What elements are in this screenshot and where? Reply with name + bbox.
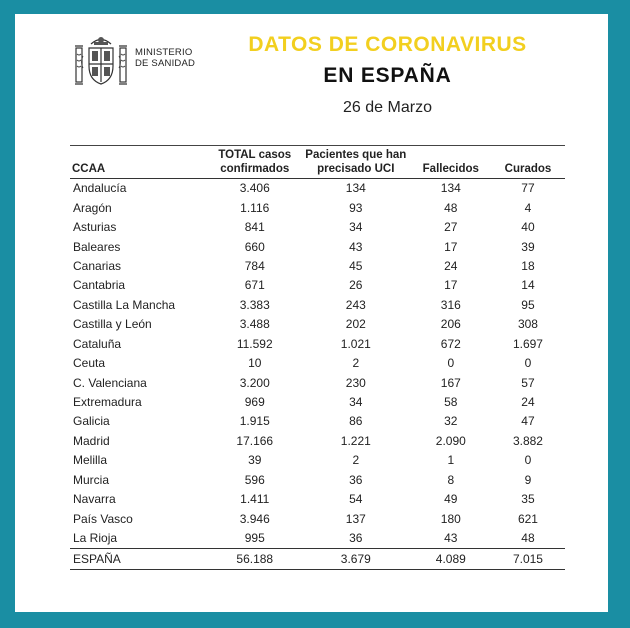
table-row	[70, 198, 565, 217]
cell-total: 3.383	[239, 297, 270, 312]
column-header-deaths: Fallecidos	[411, 146, 491, 179]
cell-region: Galicia	[73, 414, 110, 429]
cell-region: Extremadura	[73, 395, 142, 410]
cell-cured: 18	[521, 258, 535, 273]
cell-total: 841	[244, 220, 265, 235]
cell-total: 596	[244, 472, 265, 487]
cell-region: Asturias	[73, 220, 117, 235]
cell-region: Melilla	[73, 453, 108, 468]
cell-uci: 1.221	[340, 433, 371, 448]
cell-region: País Vasco	[73, 511, 133, 526]
cell-total: 784	[244, 258, 265, 273]
column-header-region: CCAA	[70, 146, 209, 179]
cell-cured: 0	[524, 356, 532, 371]
cell-deaths: 0	[447, 356, 455, 371]
cell-deaths: 49	[444, 492, 458, 507]
cell-deaths: 672	[440, 336, 461, 351]
cases-table	[70, 145, 565, 570]
cell-cured: 3.882	[512, 433, 543, 448]
cell-region: Madrid	[73, 433, 110, 448]
cell-uci: 2	[352, 453, 360, 468]
cell-uci: 1.021	[340, 336, 371, 351]
table-row	[70, 529, 565, 549]
cell-total: 3.200	[239, 375, 270, 390]
cell-deaths: 167	[440, 375, 461, 390]
cell-uci: 36	[349, 472, 363, 487]
cell-deaths: 43	[444, 531, 458, 546]
cell-cured: 9	[524, 472, 532, 487]
cell-region: ESPAÑA	[70, 549, 209, 569]
table-row	[70, 237, 565, 256]
table-row	[70, 373, 565, 392]
table-row	[70, 412, 565, 431]
cell-uci: 36	[349, 531, 363, 546]
table-row	[70, 354, 565, 373]
cell-region: Ceuta	[73, 356, 106, 371]
table-total-row	[70, 549, 565, 569]
cell-deaths: 1	[447, 453, 455, 468]
cell-uci: 43	[349, 239, 363, 254]
cell-uci: 26	[349, 278, 363, 293]
cell-total: 10	[248, 356, 262, 371]
ministry-line2: DE SANIDAD	[135, 58, 196, 69]
table-body	[70, 179, 565, 570]
cell-total: 1.116	[240, 200, 270, 215]
table-row	[70, 179, 565, 199]
cell-uci: 34	[349, 395, 363, 410]
cell-total: 3.488	[239, 317, 270, 332]
cell-deaths: 17	[444, 278, 458, 293]
table-row	[70, 315, 565, 334]
table-row	[70, 490, 565, 509]
column-header-uci: Pacientes que han precisado UCI	[301, 146, 411, 179]
table-row	[70, 296, 565, 315]
cell-region: Baleares	[73, 239, 121, 254]
cell-cured: 621	[517, 511, 538, 526]
cell-region: C. Valenciana	[73, 375, 147, 390]
cell-region: Canarias	[73, 258, 122, 273]
cell-deaths: 4.089	[411, 549, 491, 569]
cell-total: 969	[244, 395, 265, 410]
table-row	[70, 471, 565, 490]
cell-cured: 95	[521, 297, 535, 312]
table-row	[70, 218, 565, 237]
cell-total: 660	[244, 239, 265, 254]
cell-cured: 35	[521, 492, 535, 507]
cell-uci: 54	[349, 492, 363, 507]
table-row	[70, 451, 565, 470]
cell-total: 671	[244, 278, 265, 293]
coat-of-arms-icon	[73, 34, 129, 90]
cell-uci: 202	[345, 317, 366, 332]
cell-deaths: 32	[444, 414, 458, 429]
cell-cured: 7.015	[491, 549, 565, 569]
cell-cured: 1.697	[512, 336, 543, 351]
title-line1: DATOS DE CORONAVIRUS	[248, 33, 527, 56]
cell-cured: 40	[521, 220, 535, 235]
cell-uci: 34	[349, 220, 363, 235]
cell-region: La Rioja	[73, 531, 118, 546]
cell-uci: 86	[349, 414, 363, 429]
cell-deaths: 27	[444, 220, 458, 235]
cell-total: 3.406	[239, 181, 270, 196]
cell-region: Cataluña	[73, 336, 122, 351]
title-line2: EN ESPAÑA	[323, 64, 452, 87]
cell-deaths: 206	[440, 317, 461, 332]
cell-uci: 134	[345, 181, 366, 196]
table-row	[70, 257, 565, 276]
cell-cured: 39	[521, 239, 535, 254]
table-header-row	[70, 146, 565, 179]
cell-cured: 77	[521, 181, 535, 196]
column-header-total: TOTAL casos confirmados	[209, 146, 301, 179]
cell-uci: 93	[349, 200, 363, 215]
cell-total: 39	[248, 453, 262, 468]
cell-deaths: 316	[440, 297, 461, 312]
cell-deaths: 17	[444, 239, 458, 254]
cell-deaths: 180	[440, 511, 461, 526]
table-row	[70, 393, 565, 412]
table-row	[70, 276, 565, 295]
table-row	[70, 432, 565, 451]
cell-total: 56.188	[209, 549, 301, 569]
cell-total: 1.411	[240, 492, 270, 507]
cell-cured: 48	[521, 531, 535, 546]
table-row	[70, 509, 565, 528]
cell-region: Murcia	[73, 472, 110, 487]
cell-total: 1.915	[239, 414, 270, 429]
infographic-card	[15, 14, 608, 612]
cell-total: 3.946	[239, 511, 270, 526]
column-header-cured: Curados	[491, 146, 565, 179]
cell-uci: 137	[345, 511, 366, 526]
cell-deaths: 2.090	[435, 433, 466, 448]
cell-uci: 3.679	[301, 549, 411, 569]
cell-deaths: 24	[444, 258, 458, 273]
cell-cured: 24	[521, 395, 535, 410]
cell-deaths: 134	[440, 181, 461, 196]
ministry-line1: MINISTERIO	[135, 47, 193, 58]
cell-uci: 230	[345, 375, 366, 390]
cell-total: 11.592	[236, 336, 273, 351]
cell-cured: 14	[521, 278, 535, 293]
cell-cured: 57	[521, 375, 535, 390]
table-row	[70, 335, 565, 354]
cell-total: 17.166	[236, 433, 274, 448]
ministry-logo	[73, 34, 213, 90]
cell-cured: 0	[524, 453, 532, 468]
cell-cured: 47	[521, 414, 535, 429]
cell-deaths: 8	[447, 472, 455, 487]
cell-region: Cantabria	[73, 278, 126, 293]
cell-uci: 45	[349, 258, 363, 273]
cell-region: Castilla y León	[73, 317, 152, 332]
cell-region: Castilla La Mancha	[73, 297, 176, 312]
cell-deaths: 58	[444, 395, 458, 410]
cell-deaths: 48	[444, 200, 458, 215]
ministry-name	[135, 47, 195, 69]
cell-region: Navarra	[73, 492, 116, 507]
cell-total: 995	[244, 531, 265, 546]
cell-cured: 4	[524, 200, 532, 215]
report-date: 26 de Marzo	[343, 99, 432, 116]
cell-uci: 2	[352, 356, 360, 371]
cell-cured: 308	[517, 317, 538, 332]
cell-region: Aragón	[73, 200, 112, 215]
cell-region: Andalucía	[73, 181, 127, 196]
cell-uci: 243	[345, 297, 366, 312]
